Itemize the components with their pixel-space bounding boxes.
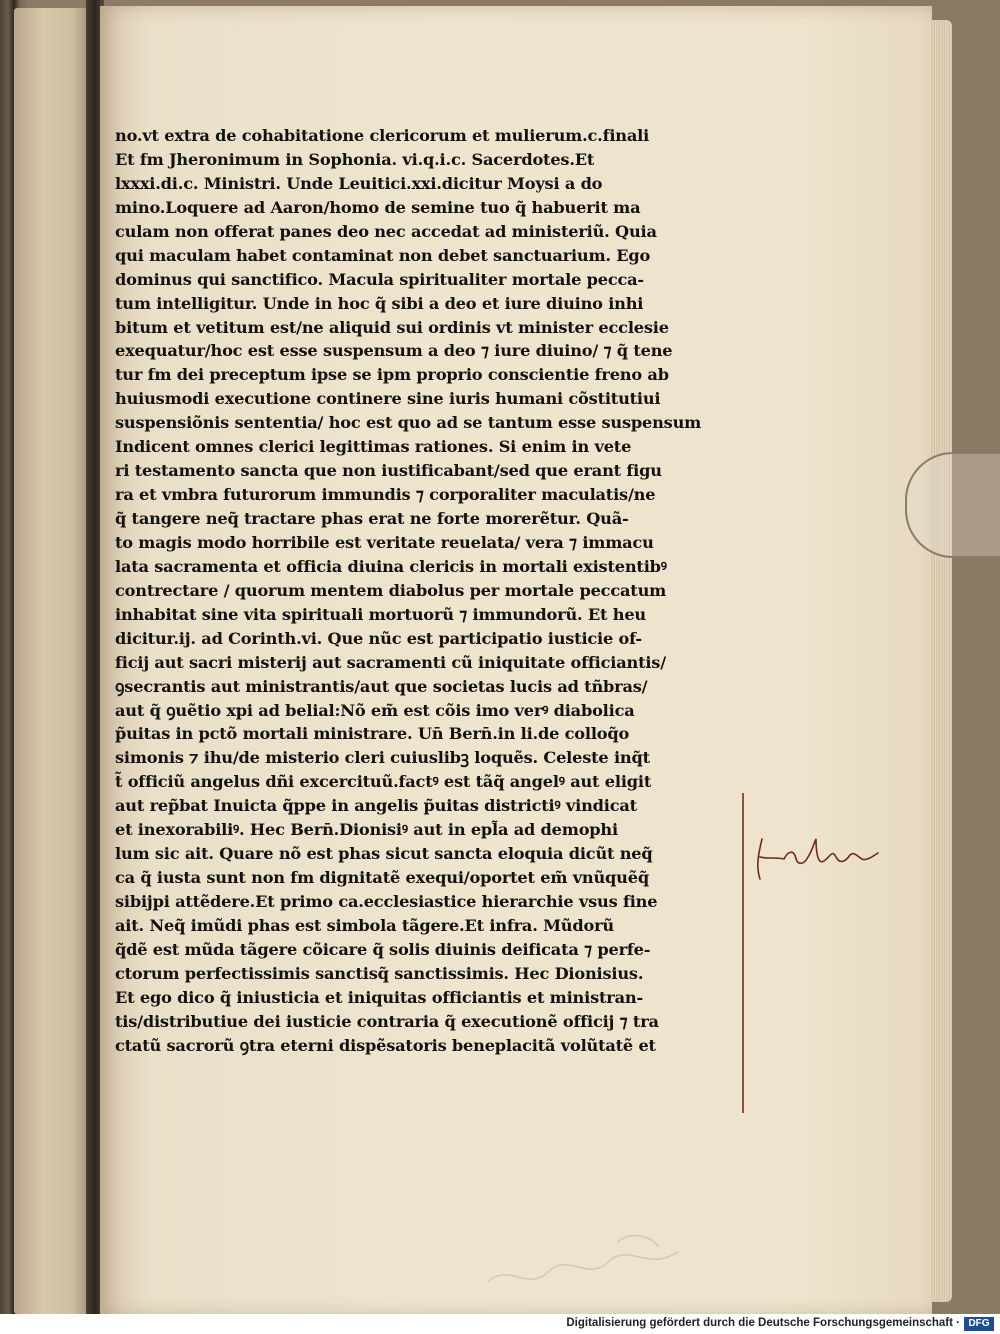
- text-line: lata sacramenta et officia diuina clericis in mortali existentibꝰ: [115, 556, 667, 576]
- text-line: ꝯsecrantis aut ministrantis/aut que societas lucis ad tñbras/: [115, 676, 648, 696]
- text-line: simonis ⁊ ihu/de misterio cleri cuiuslibꝫ loquẽs. Celeste inq̃t: [115, 748, 650, 768]
- text-line: ficij aut sacri misterij aut sacramenti cũ iniquitate officiantis/: [115, 652, 666, 672]
- footer-credit: Digitalisierung gefördert durch die Deutsche Forschungsgemeinschaft ·: [566, 1317, 960, 1329]
- text-line: t̃ officiũ angelus dñi excercituũ.factꝰ est tãq̃ angelꝰ aut eligit: [115, 772, 652, 792]
- text-line: Et fm Jheronimum in Sophonia. vi.q.i.c. Sacerdotes.Et: [115, 149, 595, 169]
- text-line: no.vt extra de cohabitatione clericorum et mulierum.c.finali: [115, 126, 650, 145]
- text-line: bitum et vetitum est/ne aliquid sui ordinis vt minister ecclesie: [115, 317, 669, 337]
- page-edge-stack: [930, 20, 952, 1302]
- faint-bleed-through-inscription: [478, 1222, 698, 1302]
- text-line: tis/distributiue dei iusticie contraria q̃ executionẽ officij ⁊ tra: [115, 1011, 659, 1031]
- text-line: q̃dẽ est mũda tãgere cõicare q̃ solis diuinis deificata ⁊ perfe-: [115, 939, 651, 959]
- margin-ink-rule: [742, 793, 744, 1113]
- text-line: exequatur/hoc est esse suspensum a deo ⁊ iure diuino/ ⁊ q̃ tene: [115, 341, 673, 361]
- text-line: tum intelligitur. Unde in hoc q̃ sibi a deo et iure diuino inhi: [115, 293, 644, 313]
- text-line: inhabitat sine vita spirituali mortuorũ ⁊ immundorũ. Et heu: [115, 604, 647, 624]
- text-line: tur fm dei preceptum ipse se ipm proprio conscientie freno ab: [115, 365, 669, 385]
- clasp-strap: [905, 452, 1000, 558]
- handwritten-marginal-note: [750, 835, 900, 885]
- text-line: culam non offerat panes deo nec accedat ad ministeriũ. Quia: [115, 221, 657, 241]
- text-line: Et ego dico q̃ iniusticia et iniquitas officiantis et ministran-: [115, 987, 643, 1007]
- text-line: Indicent omnes clerici legittimas rationes. Si enim in vete: [115, 437, 632, 457]
- text-line: huiusmodi executione continere sine iuris humani cõstitutiui: [115, 389, 661, 409]
- printed-text-block: [115, 124, 743, 1058]
- text-line: et inexorabiliꝰ. Hec Bern̄.Dionisiꝰ aut in epl̃a ad demophi: [115, 820, 618, 840]
- text-line: sibijpi attẽdere.Et primo ca.ecclesiastice hierarchie vsus fine: [115, 892, 658, 911]
- text-line: suspensiõnis sententia/ hoc est quo ad se tantum esse suspensum: [115, 413, 702, 433]
- text-line: ctorum perfectissimis sanctisq̃ sanctissimis. Hec Dionisius.: [115, 963, 644, 983]
- text-line: ait. Neq̃ imũdi phas est simbola tãgere.Et infra. Mũdorũ: [115, 915, 614, 935]
- text-line: contrectare / quorum mentem diabolus per mortale peccatum: [115, 580, 667, 600]
- text-line: p̃uitas in pctõ mortali ministrare. Un̄ Bern̄.in li.de colloq̃o: [115, 724, 630, 744]
- dfg-logo: DFG: [964, 1317, 994, 1331]
- text-line: ri testamento sancta que non iustificabant/sed que erant figu: [115, 461, 662, 481]
- text-line: aut q̃ ꝯuẽtio xpi ad belial:Nõ em̃ est cõis imo verꝰ diabolica: [115, 700, 635, 720]
- left-page-edge: [14, 8, 88, 1314]
- text-line: to magis modo horribile est veritate reuelata/ vera ⁊ immacu: [115, 532, 654, 552]
- text-line: aut rep̃bat Inuicta q̃ppe in angelis p̃uitas districtiꝰ vindicat: [115, 796, 637, 816]
- text-line: dicitur.ij. ad Corinth.vi. Que nũc est participatio iusticie of-: [115, 628, 642, 648]
- text-line: ca q̃ iusta sunt non fm dignitatẽ exequi/oportet em̃ vnũquẽq̃: [115, 868, 649, 888]
- text-line: q̃ tangere neq̃ tractare phas erat ne forte morerẽtur. Quã-: [115, 509, 629, 528]
- text-line: ra et vmbra futurorum immundis ⁊ corporaliter maculatis/ne: [115, 485, 656, 505]
- text-line: ctatũ sacrorũ ꝯtra eterni dispẽsatoris beneplacitã volũtatẽ et: [115, 1035, 656, 1055]
- text-line: lxxxi.di.c. Ministri. Unde Leuitici.xxi.dicitur Moysi a do: [115, 173, 603, 193]
- text-line: mino.Loquere ad Aaron/homo de semine tuo q̃ habuerit ma: [115, 197, 641, 217]
- text-line: dominus qui sanctifico. Macula spiritualiter mortale pecca-: [115, 269, 644, 289]
- text-line: lum sic ait. Quare nõ est phas sicut sancta eloquia dicũt neq̃: [115, 844, 653, 864]
- text-line: qui maculam habet contaminat non debet sanctuarium. Ego: [115, 245, 651, 265]
- footer-bar: [0, 1314, 1000, 1334]
